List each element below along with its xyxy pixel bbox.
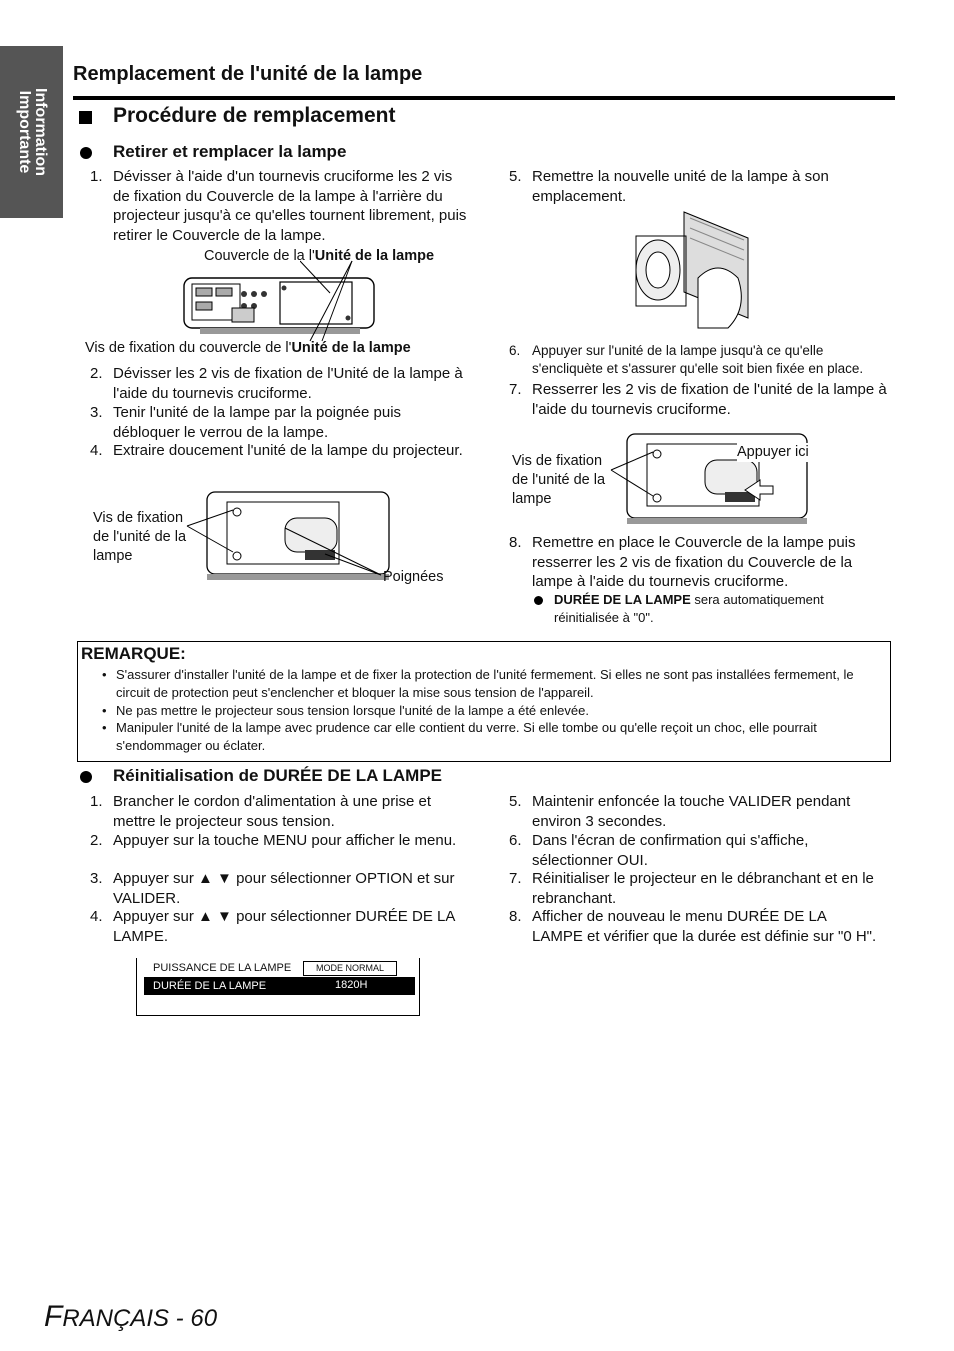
lamp-insert-illustration <box>628 208 758 336</box>
step-6 <box>509 342 894 378</box>
remarque-item: • Manipuler l'unité de la lampe avec prudence car elle contient du verre. Si elle tombe ou qu'elle reçoit un choc, elle pourrait s'endommager ou éclater. <box>116 719 886 755</box>
cover-pointer-lines <box>300 255 360 345</box>
step-number: 2. <box>90 365 103 382</box>
lamp-unit-illustration-left <box>185 490 395 585</box>
footer-text: RANÇAIS - 60 <box>62 1305 218 1332</box>
step-text: Dans l'écran de confirmation qui s'affiche, sélectionner OUI. <box>532 832 809 869</box>
section-title: Remplacement de l'unité de la lampe <box>73 63 423 85</box>
remarque-item: • S'assurer d'installer l'unité de la lampe et de fixer la protection de l'unité fermement. Si elles ne sont pas installées fermement, le circuit de protection peut s'enclencher et bloquer la mise sous tension de l'appareil. <box>116 666 886 702</box>
circle-bullet-icon <box>80 771 92 783</box>
step-number: 6. <box>509 832 522 849</box>
footer-initial: F <box>44 1300 63 1333</box>
menu-screenshot <box>136 958 420 1016</box>
step-text: Appuyer sur la touche MENU pour afficher le menu. <box>113 832 457 849</box>
step-number: 3. <box>90 870 103 887</box>
page-footer <box>44 1300 217 1334</box>
remarque-box <box>77 641 891 762</box>
step-2 <box>90 364 470 403</box>
step-5 <box>509 167 889 206</box>
step-number: 6. <box>509 343 521 358</box>
section-rule <box>73 96 895 100</box>
step-1 <box>90 167 470 245</box>
reset-step-7 <box>509 869 889 908</box>
cover-label-bottom-a: Vis de fixation du couvercle de l' <box>85 340 292 356</box>
step-8-bullet-rest: sera automatiquement réinitialisée à "0". <box>554 592 824 625</box>
step-number: 4. <box>90 442 103 459</box>
subsection-title: Procédure de remplacement <box>113 104 396 127</box>
side-tab-line1: Information <box>31 88 49 176</box>
reset-step-3 <box>90 869 470 908</box>
step-text: Brancher le cordon d'alimentation à une prise et mettre le projecteur sous tension. <box>113 793 432 830</box>
step-number: 5. <box>509 168 522 185</box>
step-text: Appuyer sur ▲ ▼ pour sélectionner OPTION et sur VALIDER. <box>113 870 455 907</box>
step-4 <box>90 441 470 461</box>
step-number: 1. <box>90 168 103 185</box>
step-text: Tenir l'unité de la lampe par la poignée puis débloquer le verrou de la lampe. <box>113 404 402 441</box>
step-text: Dévisser à l'aide d'un tournevis cruciforme les 2 vis de fixation du Couvercle de la lampe à l'arrière du projecteur jusqu'à ce qu'elles tournent librement, puis retirer le Couvercle de la lampe. <box>113 168 467 244</box>
menu-row1-value: MODE NORMAL <box>303 961 397 976</box>
square-bullet-icon <box>79 111 92 124</box>
step-number: 5. <box>509 793 522 810</box>
cover-label-bottom-b: Unité de la lampe <box>291 340 411 356</box>
step-text: Extraire doucement l'unité de la lampe du projecteur. <box>113 442 463 459</box>
step-text: Appuyer sur l'unité de la lampe jusqu'à ce qu'elle s'encliquète et s'assurer qu'elle soit bien fixée en place. <box>532 343 864 376</box>
step-number: 7. <box>509 870 522 887</box>
step-text: Afficher de nouveau le menu DURÉE DE LA LAMPE et vérifier que la durée est définie sur "0 H". <box>532 908 877 945</box>
small-bullet-icon <box>534 596 543 605</box>
remarque-title: REMARQUE: <box>81 644 186 663</box>
cover-label-bottom <box>85 339 411 358</box>
step-8-bullet-bold: DURÉE DE LA LAMPE <box>554 592 691 607</box>
remarque-item: • Ne pas mettre le projecteur sous tension lorsque l'unité de la lampe a été enlevée. <box>116 702 886 720</box>
menu-row1-label: PUISSANCE DE LA LAMPE <box>153 962 292 974</box>
step-number: 2. <box>90 832 103 849</box>
side-tab-line2: Importante <box>15 90 33 174</box>
menu-row2-value: 1820H <box>335 979 368 991</box>
reset-step-5 <box>509 792 889 831</box>
screws-label-left: Vis de fixation de l'unité de la lampe <box>93 510 187 564</box>
cover-label-top-b: Unité de la lampe <box>314 248 435 264</box>
handles-label: Poignées <box>383 569 444 585</box>
reset-step-8 <box>509 907 879 946</box>
step-number: 8. <box>509 534 522 551</box>
step-text: Dévisser les 2 vis de fixation de l'Unité de la lampe à l'aide du tournevis cruciforme. <box>113 365 463 402</box>
step-8-bullet <box>554 591 874 627</box>
step-number: 7. <box>509 381 522 398</box>
part1-heading: Retirer et remplacer la lampe <box>113 142 347 161</box>
side-tab-text <box>16 88 48 176</box>
side-tab <box>0 46 63 218</box>
step-number: 8. <box>509 908 522 925</box>
step-7 <box>509 380 889 419</box>
step-8 <box>509 533 894 592</box>
step-text: Remettre en place le Couvercle de la lampe puis resserrer les 2 vis de fixation du Couvercle de la lampe à l'aide du tournevis cruciforme. <box>532 534 856 590</box>
step-number: 4. <box>90 908 103 925</box>
reset-step-2 <box>90 831 470 851</box>
press-here-label: Appuyer ici <box>737 444 809 460</box>
step-text: Maintenir enfoncée la touche VALIDER pendant environ 3 secondes. <box>532 793 851 830</box>
step-3 <box>90 403 470 442</box>
step-text: Resserrer les 2 vis de fixation de l'unité de la lampe à l'aide du tournevis cruciforme. <box>532 381 887 418</box>
step-text: Appuyer sur ▲ ▼ pour sélectionner DURÉE DE LA LAMPE. <box>113 908 455 945</box>
screws-label-right: Vis de fixation de l'unité de la lampe <box>512 453 606 507</box>
step-number: 3. <box>90 404 103 421</box>
reset-step-4 <box>90 907 470 946</box>
cover-label-top-a: Couvercle de la l' <box>204 248 315 264</box>
remarque-list <box>116 666 886 755</box>
reset-step-6 <box>509 831 889 870</box>
menu-row2-highlight <box>144 977 415 995</box>
step-text: Remettre la nouvelle unité de la lampe à son emplacement. <box>532 168 829 205</box>
circle-bullet-icon <box>80 147 92 159</box>
part2-heading: Réinitialisation de DURÉE DE LA LAMPE <box>113 766 443 785</box>
step-number: 1. <box>90 793 103 810</box>
reset-step-1 <box>90 792 470 831</box>
menu-row2-label: DURÉE DE LA LAMPE <box>153 980 267 992</box>
step-text: Réinitialiser le projecteur en le débranchant et en le rebranchant. <box>532 870 874 907</box>
